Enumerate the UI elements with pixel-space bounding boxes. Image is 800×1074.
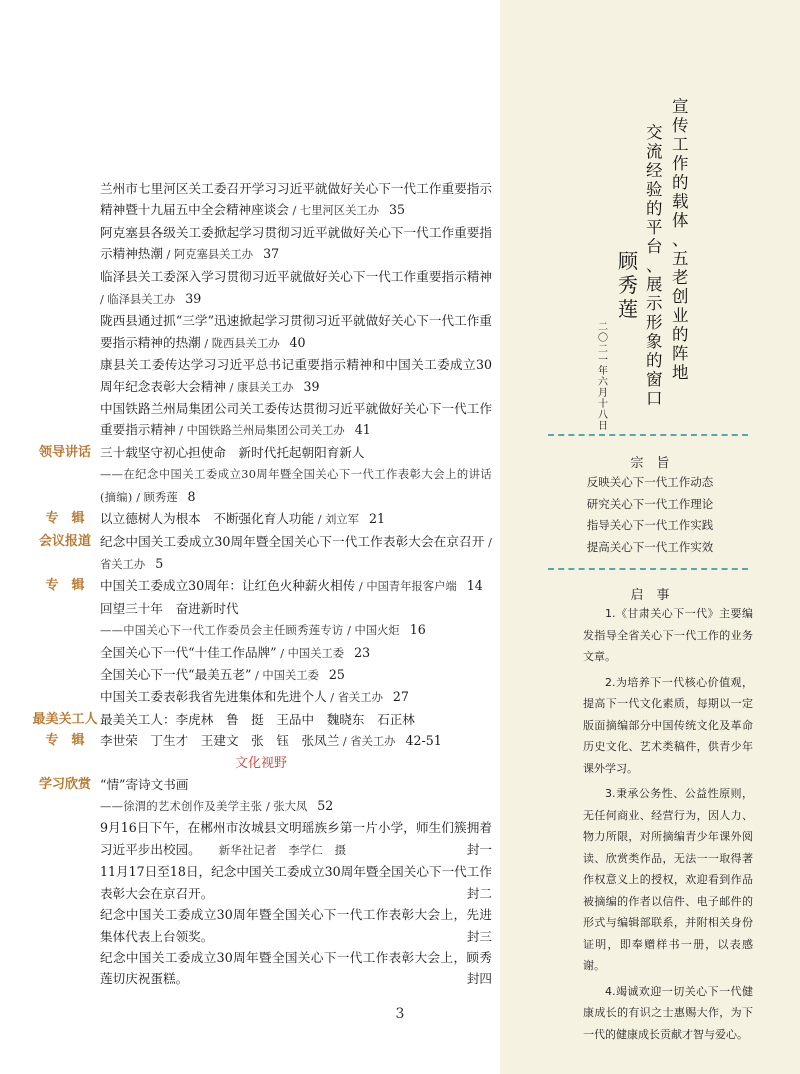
toc-entry-subtitle: ——徐渭的艺术创作及美学主张 <box>100 800 263 814</box>
qishi-item: 3.秉承公务性、公益性原则，无任何商业、经营行为，因人力、物力所限，对所摘编青少年课外阅读、欣赏类作品，无法一一取得著作权意义上的授权，欢迎看到作品被摘编的作者以信件、电子邮件的形式与编辑部联系，并附相关身份证明，即奉赠样书一册，以表感谢。 <box>583 787 753 972</box>
toc-entry-title: 中国关工委成立30周年：让红色火种薪火相传 <box>100 578 356 594</box>
toc-entry-source: 康县关工办 <box>236 380 294 394</box>
toc-entry-title: 三十载坚守初心担使命 新时代托起朝阳育新人 <box>100 444 365 460</box>
toc-entry-body <box>100 642 492 664</box>
toc-label-spacer <box>30 354 100 398</box>
toc-entry-title: 中国关工委表彰我省先进集体和先进个人 <box>100 689 327 705</box>
toc-entry-subtitle: ——中国关心下一代工作委员会主任顾秀莲专访 <box>100 624 344 638</box>
toc-entry-body <box>100 686 492 708</box>
toc-entry <box>30 575 492 597</box>
calligraphy-inscription <box>590 97 710 432</box>
toc-entry <box>30 266 492 311</box>
cover-caption-page: 封一 <box>466 841 492 857</box>
cover-captions <box>30 817 492 989</box>
toc-entry-page: 39 <box>185 291 202 307</box>
zongzhi-list <box>500 472 800 558</box>
toc-entry-title: 康县关工委传达学习习近平总书记重要指示精神和中国关工委成立30周年纪念表彰大会精神 <box>100 357 492 394</box>
toc-entry-source: 中国铁路兰州局集团公司关工办 <box>186 424 345 438</box>
cover-caption-credit: 新华社记者 李学仁 摄 <box>218 843 347 857</box>
toc-entry-page: 37 <box>263 246 280 262</box>
toc-label-spacer <box>30 947 100 990</box>
toc-entry <box>30 222 492 266</box>
toc-entry <box>30 664 492 686</box>
toc-entry-source: 省关工办 <box>337 691 383 705</box>
toc-label-spacer <box>30 310 100 354</box>
toc-entry-title: 中国铁路兰州局集团公司关工委传达贯彻习近平就做好关心下一代工作重要指示精神 <box>100 401 492 438</box>
calligraphy-column-1: 宣传工作的载体、五老创业的阵地 <box>672 97 689 382</box>
toc-entry <box>30 178 492 222</box>
toc-entry-body <box>100 354 492 398</box>
toc-entry-page: 5 <box>155 555 164 571</box>
section-label-line2: 专 辑 <box>45 511 85 527</box>
toc-entry <box>30 686 492 708</box>
toc-entry-body <box>100 266 492 311</box>
toc-entry <box>30 508 492 530</box>
toc-entry-body <box>100 508 492 530</box>
toc-entry-page: 8 <box>187 488 196 504</box>
cover-caption-body <box>100 817 492 861</box>
divider-top <box>548 434 748 436</box>
toc-entry-source-sep: / <box>355 580 367 594</box>
toc-entry-title: 临泽县关工委深入学习贯彻习近平就做好关心下一代工作重要指示精神 <box>100 268 492 284</box>
toc-entry-page: 42-51 <box>405 733 442 749</box>
cover-caption <box>30 861 492 904</box>
toc-entry-body <box>100 531 492 576</box>
toc-entry-title: 李世荣 丁生才 王建文 张 钰 张凤兰 <box>100 733 340 749</box>
toc-entry-page: 25 <box>328 666 345 682</box>
toc-entry-source-sep: / <box>132 490 144 504</box>
cover-caption-page: 封三 <box>466 928 492 944</box>
toc-entry-source: 七里河区关工办 <box>299 204 379 218</box>
toc-entry-page: 52 <box>317 798 334 814</box>
toc-entry <box>30 730 492 752</box>
culture-section-title: 文化视野 <box>234 755 287 771</box>
toc-entry-body <box>100 709 492 731</box>
section-label-line2: 专 辑 <box>45 733 85 749</box>
toc-entry-source: 省关工办 <box>100 557 146 571</box>
toc-entry-source: 中国关工委 <box>287 646 345 660</box>
toc-label-spacer <box>30 398 100 442</box>
section-label-line1: 最美关工人 <box>32 711 98 727</box>
toc-entry-page: 39 <box>303 378 320 394</box>
toc-entry-body <box>100 730 492 752</box>
toc-entry-subtitle: ——在纪念中国关工委成立30周年暨全国关心下一代工作表彰大会上的讲话(摘编) <box>100 468 492 504</box>
section-label-line1: 会议报道 <box>38 533 91 549</box>
section-label-line1: 领导讲话 <box>38 444 91 460</box>
toc-entry-source-sep: / <box>100 293 108 307</box>
cover-caption <box>30 817 492 861</box>
toc-entry-body <box>100 222 492 266</box>
toc-entry-source-sep: / <box>251 668 263 682</box>
cover-caption-body <box>100 861 492 904</box>
toc-entry-source-sep: / <box>225 380 237 394</box>
toc-entry-title: 以立德树人为根本 不断强化育人功能 <box>100 511 315 527</box>
toc-entry-title: 纪念中国关工委成立30周年暨全国关心下一代工作表彰大会在京召开 <box>100 533 485 549</box>
toc-entry <box>30 642 492 664</box>
toc-entry-source: 顾秀莲 <box>143 490 178 504</box>
qishi-list <box>583 603 753 1049</box>
toc-entry-source-sep: / <box>162 248 174 262</box>
section-label <box>30 531 100 576</box>
section-label <box>30 642 100 664</box>
toc-label-spacer <box>30 817 100 861</box>
cover-caption <box>30 947 492 990</box>
cover-caption-text: 9月16日下午，在郴州市汝城县文明瑶族乡第一片小学，师生们簇拥着习近平步出校园。 <box>100 820 492 857</box>
toc-entry-source-sep: / <box>276 646 288 660</box>
toc-label-spacer <box>30 904 100 947</box>
toc-entry-title: 全国关心下一代“最美五老” <box>100 666 252 682</box>
toc-entry-page: 27 <box>392 689 409 705</box>
toc-entry-title: 全国关心下一代“十佳工作品牌” <box>100 644 277 660</box>
section-label-line2: 专 辑 <box>45 578 85 594</box>
toc-entry <box>30 598 492 642</box>
zongzhi-item: 提高关心下一代工作实效 <box>586 539 714 554</box>
toc-entry-source-sep: / <box>339 735 351 749</box>
cover-caption <box>30 904 492 947</box>
table-of-contents <box>30 178 492 990</box>
toc-entry-page: 35 <box>389 202 406 218</box>
zongzhi-title: 宗 旨 <box>630 456 670 471</box>
zongzhi-item: 指导关心下一代工作实践 <box>586 518 714 532</box>
toc-entry-source-sep: / <box>175 424 187 438</box>
toc-entry-source-sep: / <box>200 336 212 350</box>
toc-entry-source: 中国火炬 <box>354 624 400 638</box>
toc-label-spacer <box>30 222 100 266</box>
toc-entry-source-sep: / <box>288 204 300 218</box>
toc-entry-title: 最美关工人：李虎林 鲁 挺 王品中 魏晓东 石正林 <box>100 711 415 727</box>
cover-caption-body <box>100 904 492 947</box>
calligraphy-date: 二〇二一年六月十八日 <box>598 322 608 432</box>
qishi-item: 2.为培养下一代核心价值观，提高下一代文化素质，每期以一定版面摘编部分中国传统文化及革命历史文化、艺术类稿件，供青少年课外学习。 <box>583 675 753 775</box>
toc-entry-source: 陇西县关工办 <box>211 336 280 350</box>
toc-entry-title: “情”寄诗文书画 <box>100 776 189 792</box>
toc-entries <box>30 178 492 442</box>
toc-entry <box>30 709 492 731</box>
qishi-item: 1.《甘肃关心下一代》主要编发指导全省关心下一代工作的业务文章。 <box>583 607 753 663</box>
toc-entry-source: 阿克塞县关工办 <box>173 248 254 262</box>
zongzhi-item: 反映关心下一代工作动态 <box>586 475 714 489</box>
toc-entry-page: 40 <box>289 334 306 350</box>
toc-entry-page: 23 <box>354 644 371 660</box>
toc-entry <box>30 310 492 354</box>
toc-entry-title: 兰州市七里河区关工委召开学习习近平就做好关心下一代工作重要指示精神暨十九届五中全会精神座谈会 <box>100 181 492 218</box>
section-label <box>30 730 100 752</box>
toc-entry-source: 临泽县关工办 <box>107 293 176 307</box>
section-label-line1: 学习欣赏 <box>38 776 91 792</box>
toc-entry-page: 16 <box>409 622 426 638</box>
qishi-item: 4.竭诚欢迎一切关心下一代健康成长的有识之士惠赐大作，为下一代的健康成长贡献才智与爱心。 <box>583 984 753 1041</box>
toc-entry-page: 21 <box>369 511 386 527</box>
toc-entry-body <box>100 178 492 222</box>
section-label <box>30 709 100 731</box>
toc-entry <box>30 354 492 398</box>
section-label <box>30 508 100 530</box>
toc-entry-source: 中国青年报客户端 <box>366 580 457 594</box>
toc-entry <box>30 442 492 508</box>
toc-entry-source: 张大凤 <box>273 800 308 814</box>
toc-entry-source: 中国关工委 <box>262 668 319 682</box>
page-number: 3 <box>395 1006 405 1022</box>
toc-entry-page: 41 <box>354 422 371 438</box>
toc-entry-title: 阿克塞县各级关工委掀起学习贯彻习近平就做好关心下一代工作重要指示精神热潮 <box>100 224 492 262</box>
study-section <box>30 774 492 818</box>
qishi-title: 启 事 <box>630 588 670 603</box>
toc-label-spacer <box>30 178 100 222</box>
toc-entry-body <box>100 310 492 354</box>
toc-entry <box>30 531 492 576</box>
calligraphy-column-2: 交流经验的平台、展示形象的窗口 <box>646 123 663 408</box>
cover-caption-page: 封四 <box>466 971 492 987</box>
toc-entry-page: 14 <box>466 578 483 594</box>
toc-entry-source-sep: / <box>314 513 326 527</box>
toc-entry-body <box>100 664 492 686</box>
cover-caption-text: 11月17日至18日，纪念中国关工委成立30周年暨全国关心下一代工作表彰大会在京召开。 <box>100 864 492 901</box>
toc-entry-source-sep: / <box>262 800 274 814</box>
toc-entry-body <box>100 442 492 508</box>
section-label <box>30 774 100 818</box>
toc-entry-source-sep: / <box>484 535 492 549</box>
toc-entry-body <box>100 398 492 442</box>
toc-entry-source: 刘立军 <box>325 513 359 527</box>
toc-entry-source-sep: / <box>326 691 338 705</box>
toc-entry-body <box>100 598 492 642</box>
cover-caption-body <box>100 947 492 990</box>
toc-label-spacer <box>30 861 100 904</box>
section-label <box>30 442 100 508</box>
cover-caption-page: 封二 <box>466 885 492 901</box>
toc-entry <box>30 398 492 442</box>
toc-sections <box>30 442 492 753</box>
toc-entry-body <box>100 575 492 597</box>
toc-entry-source: 省关工办 <box>350 735 396 749</box>
section-label <box>30 575 100 597</box>
section-label <box>30 598 100 642</box>
toc-entry-title: 回望三十年 奋进新时代 <box>100 600 239 616</box>
cover-caption-text: 纪念中国关工委成立30周年暨全国关心下一代工作表彰大会上，先进集体代表上台领奖。 <box>100 907 492 944</box>
toc-entry-source-sep: / <box>343 624 355 638</box>
calligraphy-signature: 顾秀莲 <box>618 249 638 321</box>
section-label <box>30 664 100 686</box>
toc-entry-title: 陇西县通过抓“三学”迅速掀起学习贯彻习近平就做好关心下一代工作重要指示精神的热潮 <box>100 313 492 350</box>
toc-entry-body <box>100 774 492 818</box>
toc-label-spacer <box>30 266 100 311</box>
section-label <box>30 686 100 708</box>
zongzhi-item: 研究关心下一代工作理论 <box>586 496 714 511</box>
cover-caption-text: 纪念中国关工委成立30周年暨全国关心下一代工作表彰大会上，顾秀莲切庆祝蛋糕。 <box>100 949 492 987</box>
divider-middle <box>548 568 748 570</box>
toc-entry <box>30 774 492 818</box>
